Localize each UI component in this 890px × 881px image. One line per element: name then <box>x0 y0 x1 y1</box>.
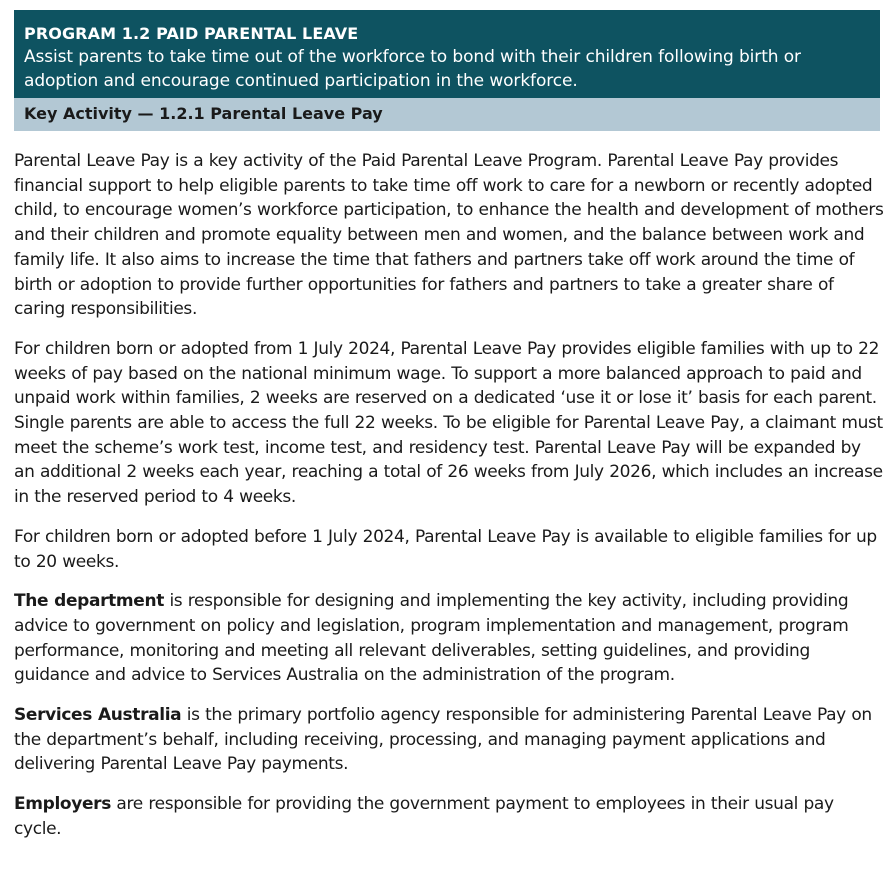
key-activity-header <box>14 98 880 131</box>
text-services-australia: is the primary portfolio agency responsible for administering Parental Leave Pay on the department’s behalf, including receiving, processing, and managing payment applications and delivering Parental Leave Pay payments. <box>14 705 872 775</box>
paragraph-employers <box>14 792 884 841</box>
lead-department: The department <box>14 591 164 612</box>
paragraph-eligibility-from-2024: For children born or adopted from 1 July 2024, Parental Leave Pay provides eligible families with up to 22 weeks of pay based on the national minimum wage. To support a more balanced approach to paid and unpaid work within families, 2 weeks are reserved on a dedicated ‘use it or lose it’ basis for each parent. Single parents are able to access the full 22 weeks. To be eligible for Parental Leave Pay, a claimant must meet the scheme’s work test, income test, and residency test. Parental Leave Pay will be expanded by an additional 2 weeks each year, reaching a total of 26 weeks from July 2026, which includes an increase in the reserved period to 4 weeks. <box>14 338 883 508</box>
paragraph-department <box>14 589 884 688</box>
paragraph-overview: Parental Leave Pay is a key activity of the Paid Parental Leave Program. Parental Leave Pay provides financial support to help eligible parents to take time off work to care for a newborn or recently adopted child, to encourage women’s workforce participation, to enhance the health and development of mothers and their children and promote equality between men and women, and the balance between work and family life. It also aims to increase the time that fathers and partners take off work around the time of birth or adoption to provide further opportunities for fathers and partners to take a greater share of caring responsibilities. <box>14 151 884 320</box>
program-description: Assist parents to take time out of the workforce to bond with their children following birth or adoption and encourage continued participation in the workforce. <box>24 47 801 91</box>
program-header <box>14 10 880 98</box>
program-title: PROGRAM 1.2 PAID PARENTAL LEAVE <box>24 24 359 43</box>
lead-services-australia: Services Australia <box>14 705 182 726</box>
text-department: is responsible for designing and implementing the key activity, including providing advice to government on policy and legislation, program implementation and management, program performance, monitoring and meeting all relevant deliverables, setting guidelines, and providing guidance and advice to Services Australia on the administration of the program. <box>14 591 849 686</box>
document-body <box>14 149 884 857</box>
lead-employers: Employers <box>14 794 111 815</box>
key-activity-label: Key Activity — 1.2.1 Parental Leave Pay <box>24 104 383 123</box>
paragraph-eligibility-before-2024: For children born or adopted before 1 July 2024, Parental Leave Pay is available to eligible families for up to 20 weeks. <box>14 526 877 572</box>
paragraph-services-australia <box>14 703 884 777</box>
text-employers: are responsible for providing the government payment to employees in their usual pay cycle. <box>14 794 834 839</box>
